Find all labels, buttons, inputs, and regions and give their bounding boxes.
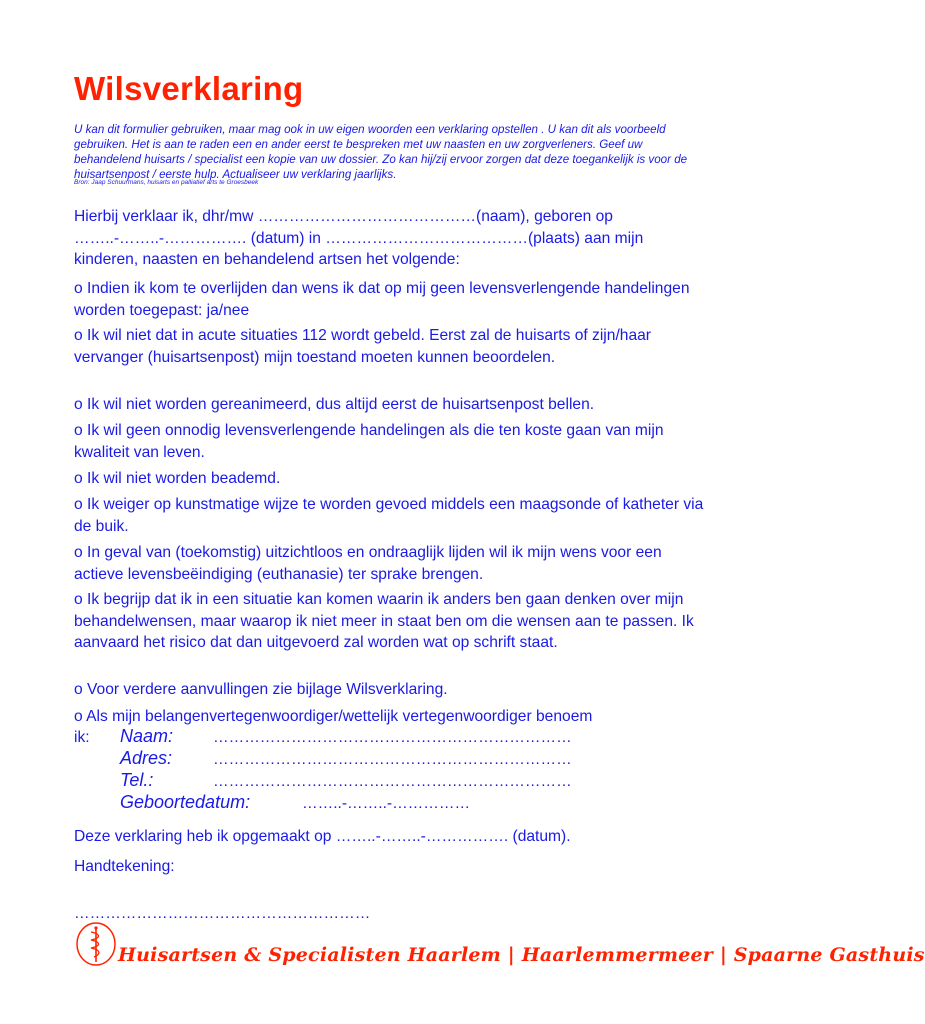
declaration-paragraph: Hierbij verklaar ik, dhr/mw ……………………………………(naam), geboren op ……..-……..-……………. (datum) in …………………………………(plaats) aan mijn kinderen, naasten en behandelend artsen het volgende: <box>74 208 644 268</box>
signature-label: Handtekening: <box>74 858 175 875</box>
option-item: o Ik wil niet worden beademd. <box>74 470 281 487</box>
representative-address-field[interactable]: …………………………………………………………… <box>213 751 572 768</box>
made-on-line: Deze verklaring heb ik opgemaakt op ……..-……..-……………. (datum). <box>74 828 571 845</box>
representative-name-label: Naam: <box>120 726 174 746</box>
representative-address-label: Adres: <box>120 748 173 768</box>
representative-name-field[interactable]: …………………………………………………………… <box>213 729 572 746</box>
representative-phone-field[interactable]: …………………………………………………………… <box>213 773 572 790</box>
option-item: o Ik weiger op kunstmatige wijze te worden gevoed middels een maagsonde of katheter via de buik. <box>74 496 704 535</box>
signature-line[interactable]: ………………………………………………… <box>74 905 371 922</box>
option-item: o Ik begrijp dat ik in een situatie kan komen waarin ik anders ben gaan denken over mijn behandelwensen, maar waarop ik niet meer in staat ben om die wensen aan te passen. Ik aanvaard het risico dat dan uitgevoerd zal worden wat op schrift staat. <box>74 591 694 651</box>
caduceus-logo-icon <box>74 920 118 968</box>
option-item: o Als mijn belangenvertegenwoordiger/wettelijk vertegenwoordiger benoem <box>74 708 593 725</box>
option-item: o Indien ik kom te overlijden dan wens ik dat op mij geen levensverlengende handelingen worden toegepast: ja/nee <box>74 280 690 319</box>
option-item: o In geval van (toekomstig) uitzichtloos en ondraaglijk lijden wil ik mijn wens voor een actieve levensbeëindiging (euthanasie) ter sprake brengen. <box>74 544 662 583</box>
representative-dob-field[interactable]: ……..-……..-…………… <box>302 795 471 812</box>
option-item: o Voor verdere aanvullingen zie bijlage Wilsverklaring. <box>74 681 448 698</box>
representative-dob-label: Geboortedatum: <box>120 792 251 812</box>
representative-phone-label: Tel.: <box>120 770 154 790</box>
intro-paragraph: U kan dit formulier gebruiken, maar mag ook in uw eigen woorden een verklaring opstellen . U kan dit als voorbeeld gebruiken. Het is aan te raden een en ander eerst te bespreken met uw naasten en uw zorgverleners. Geef uw behandelend huisarts / specialist een kopie van uw dossier. Zo kan hij/zij ervoor zorgen dat deze toegankelijk is voor de huisartsenpost / eerste hulp. Actualiseer uw verklaring jaarlijks. <box>74 123 688 181</box>
source-note: Bron: Jaap Schuurmans, huisarts en palliatief arts te Groesbeek <box>74 179 259 186</box>
option-item: o Ik wil geen onnodig levensverlengende handelingen als die ten koste gaan van mijn kwaliteit van leven. <box>74 422 664 461</box>
representative-prefix: ik: <box>74 729 90 746</box>
option-item: o Ik wil niet dat in acute situaties 112 wordt gebeld. Eerst zal de huisarts of zijn/haar vervanger (huisartsenpost) mijn toestand moeten kunnen beoordelen. <box>74 327 651 366</box>
option-item: o Ik wil niet worden gereanimeerd, dus altijd eerst de huisartsenpost bellen. <box>74 396 595 413</box>
document-title: Wilsverklaring <box>74 70 304 107</box>
footer-organisation: Huisartsen & Specialisten Haarlem | Haarlemmermeer | Spaarne Gasthuis <box>118 944 925 966</box>
